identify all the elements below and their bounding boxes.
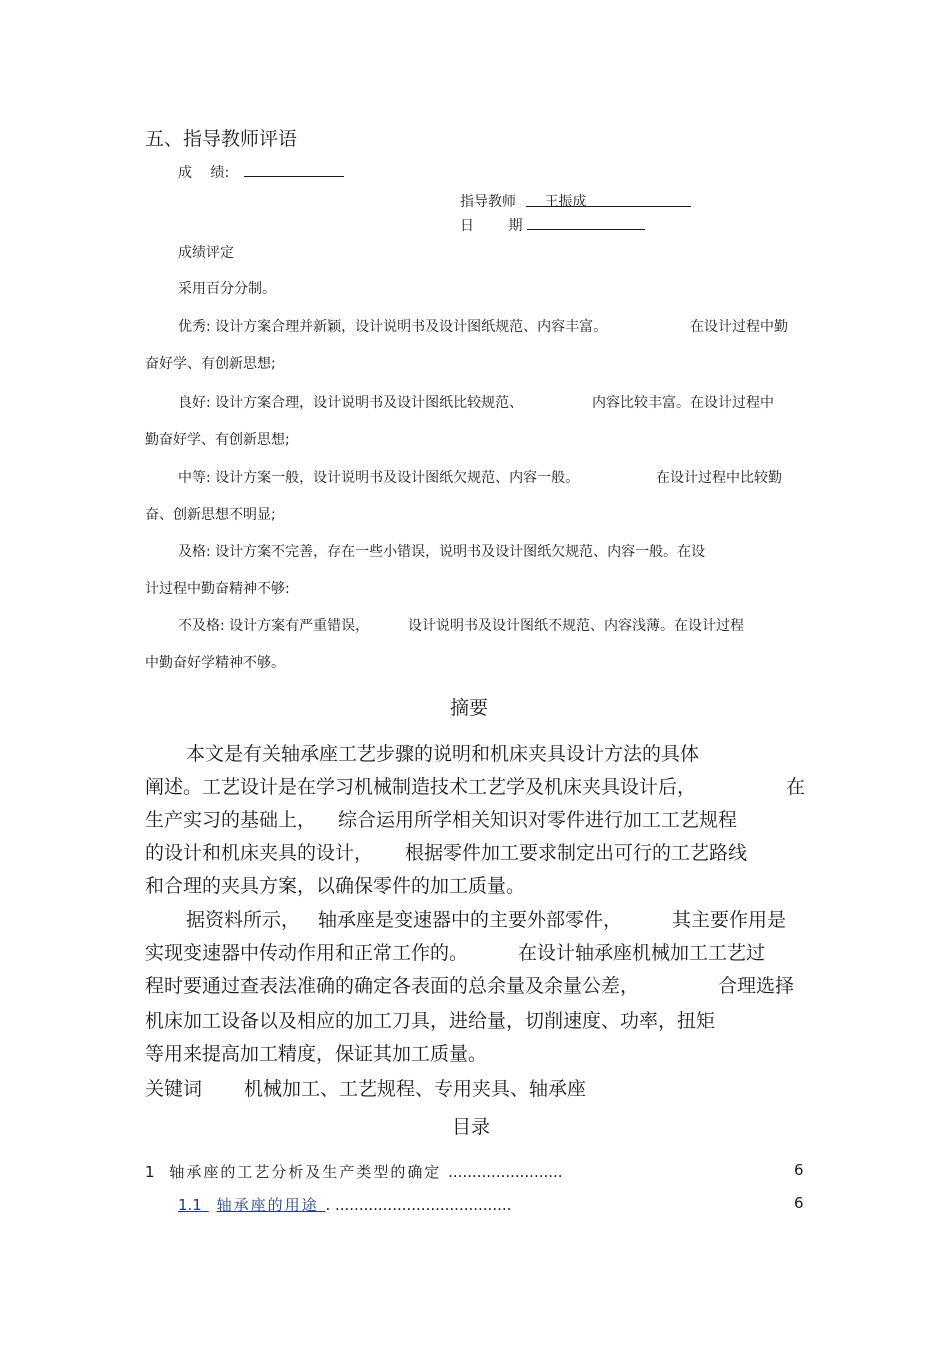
toc-entry-page: 6: [794, 1194, 804, 1212]
abstract-line-5: 和合理的夹具方案，以确保零件的加工质量。: [145, 875, 526, 897]
grading-line-medium-end: 奋、创新思想不明显;: [145, 507, 276, 523]
advisor-name-field[interactable]: [526, 191, 691, 210]
abstract-line-9: 机床加工设备以及相应的加工刀具，进给量，切削速度、功率，扭矩: [145, 1010, 716, 1032]
abstract-line-6-end: 其主要作用是: [672, 909, 787, 931]
toc-entry-dots: ........................: [448, 1163, 563, 1181]
date-blank[interactable]: [527, 213, 645, 230]
grading-line-excellent: 优秀: 设计方案合理并新颖，设计说明书及设计图纸规范、内容丰富。: [178, 319, 608, 335]
grading-line-good-cont: 内容比较丰富。在设计过程中: [592, 395, 774, 411]
toc-entry-title: 轴承座的工艺分析及生产类型的确定: [169, 1163, 442, 1181]
abstract-line-7: 实现变速器中传动作用和正常工作的。: [145, 942, 469, 964]
grading-line-excellent-cont: 在设计过程中勤: [690, 319, 788, 335]
grading-line-fail-end: 中勤奋好学精神不够。: [145, 655, 285, 671]
abstract-line-2: 阐述。工艺设计是在学习机械制造技术工艺学及机床夹具设计后，: [145, 776, 697, 798]
grading-line-medium: 中等: 设计方案一般，设计说明书及设计图纸欠规范、内容一般。: [178, 470, 580, 486]
abstract-line-10: 等用来提高加工精度，保证其加工质量。: [145, 1043, 488, 1065]
grade-blank[interactable]: [244, 160, 344, 177]
toc-entry-dots: . .....................................: [325, 1196, 512, 1214]
keywords: 机械加工、工艺规程、专用夹具、轴承座: [244, 1078, 587, 1100]
abstract-line-2-end: 在: [786, 776, 806, 798]
abstract-line-8-end: 合理选择: [718, 975, 795, 997]
toc-entry-title: 轴承座的用途: [216, 1196, 319, 1214]
grading-line-pass-end: 计过程中勤奋精神不够:: [145, 581, 290, 597]
abstract-line-8: 程时要通过查表法准确的确定各表面的总余量及余量公差，: [145, 975, 640, 997]
abstract-line-3-cont: 综合运用所学相关知识对零件进行加工工艺规程: [338, 809, 738, 831]
date-label: 日 期: [460, 218, 523, 234]
grade-row: [178, 160, 344, 182]
abstract-line-4: 的设计和机床夹具的设计，: [145, 842, 374, 864]
section-title: 五、指导教师评语: [145, 128, 298, 150]
grading-line-good: 良好: 设计方案合理，设计说明书及设计图纸比较规范、: [178, 395, 524, 411]
toc-entry-number: 1: [145, 1163, 157, 1181]
date-row: [460, 213, 645, 235]
advisor-name: 王振成: [544, 194, 587, 210]
abstract-line-6-cont: 轴承座是变速器中的主要外部零件，: [318, 909, 623, 931]
toc-entry-2[interactable]: [178, 1194, 511, 1215]
abstract-line-6: 据资料所示，: [186, 909, 301, 931]
toc-title: 目录: [452, 1116, 491, 1138]
grade-label: 成 绩:: [178, 165, 230, 181]
toc-entry-number: 1.1: [178, 1196, 202, 1214]
grading-title: 成绩评定: [178, 245, 234, 261]
abstract-line-1: 本文是有关轴承座工艺步骤的说明和机床夹具设计方法的具体: [186, 743, 700, 765]
advisor-label: 指导教师: [460, 194, 516, 210]
keywords-label: 关键词: [145, 1078, 203, 1100]
toc-entry-page: 6: [794, 1161, 804, 1179]
toc-entry-1[interactable]: [145, 1161, 563, 1182]
toc-entry-link[interactable]: [178, 1196, 325, 1214]
abstract-title: 摘要: [450, 697, 489, 719]
grading-line-medium-cont: 在设计过程中比较勤: [656, 470, 782, 486]
grading-line-fail-cont: 设计说明书及设计图纸不规范、内容浅薄。在设计过程: [408, 618, 744, 634]
advisor-row: [460, 191, 691, 211]
grading-line-good-end: 勤奋好学、有创新思想;: [145, 432, 290, 448]
abstract-line-3: 生产实习的基础上，: [145, 809, 317, 831]
abstract-line-7-cont: 在设计轴承座机械加工工艺过: [518, 942, 766, 964]
grading-line-fail: 不及格: 设计方案有严重错误，: [178, 618, 370, 634]
grading-intro: 采用百分分制。: [178, 281, 276, 297]
abstract-line-4-cont: 根据零件加工要求制定出可行的工艺路线: [405, 842, 748, 864]
grading-line-pass: 及格: 设计方案不完善，存在一些小错误，说明书及设计图纸欠规范、内容一般。在设: [178, 544, 706, 560]
grading-line-excellent-end: 奋好学、有创新思想;: [145, 356, 276, 372]
